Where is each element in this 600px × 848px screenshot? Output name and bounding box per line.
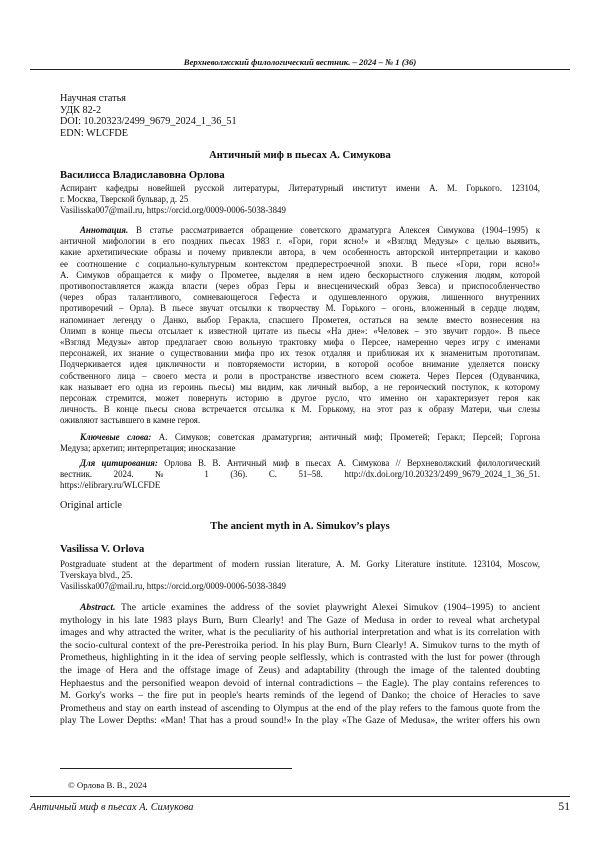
ru-abstract-line: напоминает легенду о Данко, выбор Геракла, спасшего Прометея, остаться на земле вместо вознесения на — [60, 314, 540, 325]
ru-abstract-line: А. Симуков обращается к мифу о Прометее, выделяя в нем идею бескорыстного служения людям, которой — [60, 269, 540, 280]
en-abstract-line: images and why attracted the writer, what is the peculiarity of his authorial interpretation and what is its correlation with — [60, 627, 540, 639]
page-number: 51 — [558, 800, 570, 813]
header-rule — [30, 69, 570, 70]
ru-keywords — [60, 432, 540, 454]
ru-abstract-line: ее соотношение с социально-культурным контекстом предперестроечной эпохи. В пьесе «Гори, гори ясно!» — [60, 258, 540, 269]
en-abstract-line: the socio-cultural context of the pre-Perestroika period. In his play Burn, Burn Clearly! A. Simukov turns to the myth of — [60, 639, 540, 651]
ru-abstract-line: противопоставляется жажда власти (через образ Геры и внесценический образ Зевса) и приспособленчество — [60, 281, 540, 292]
en-abstract-line: mythology in his late 1983 plays Burn, Burn Clearly! and The Gaze of Medusa in order to reveal what archetypal — [60, 614, 540, 626]
ru-abstract-line: (через образ талантливого, сомневающегося Гефеста и одушевленного оружия, лишенного внутренних — [60, 292, 540, 303]
ru-abstract-line: личность. В конце пьесы снова встречается отсылка к М. Горькому, на этот раз к образу Матери, чьи слезы — [60, 404, 540, 415]
udc-code: УДК 82-2 — [60, 104, 102, 116]
en-abstract-line: Hephaestus and the personified weapon devoid of internal contradictions – the Eagle). The play contains references to — [60, 677, 540, 689]
ru-citation-line: вестник. 2024. № 1 (36). С. 51–58. http://dx.doi.org/10.20323/2499_9679_2024_1_36_51. — [60, 469, 540, 480]
ru-affiliation — [60, 183, 540, 216]
running-header: Верхневолжский филологический вестник. – 2024 – № 1 (36) — [183, 57, 417, 67]
footer-running-title: Античный миф в пьесах А. Симукова — [30, 802, 194, 813]
doi: DOI: 10.20323/2499_9679_2024_1_36_51 — [60, 116, 237, 128]
ru-abstract-line: Подчеркивается идея цикличности и повторяемости истории, в которой особое внимание уделяется поиску — [60, 359, 540, 370]
en-abstract-label: Abstract. — [80, 602, 116, 613]
article-meta — [60, 93, 540, 139]
copyright-footnote: © Орлова В. В., 2024 — [68, 780, 147, 790]
ru-abstract-line: противоречий – Орла). В пьесе звучат отсылки к творчеству М. Горького – огонь, вложенный в сердце людям, — [60, 303, 540, 314]
ru-abstract-line: В статье рассматривается обращение советского драматурга Алексея Симукова (1904–1995) к — [135, 225, 541, 235]
en-title: The ancient myth in A. Simukov’s plays — [210, 521, 390, 532]
en-affiliation-line: Postgraduate student at the department of modern russian literature, A. M. Gorky Literature institute. 123104, Moscow, — [60, 559, 540, 569]
en-abstract-line: the image of Hera and the offstage image of Zeus) and adaptability (through the image of the talented doubting — [60, 664, 540, 676]
en-affiliation — [60, 559, 540, 592]
ru-abstract — [60, 225, 540, 427]
ru-abstract-line: собственного лица – своего места и роли в пространстве известного всем сюжета. Через Персея (Одуванчика, — [60, 370, 540, 381]
ru-abstract-line: персонаж стремится, может повернуть историю в другое русло, что именно он характеризует героя как — [60, 393, 540, 404]
footer-rule — [30, 796, 570, 797]
en-affiliation-contacts: Vasilisska007@mail.ru, https://orcid.org/0009-0006-5038-3849 — [60, 580, 286, 591]
ru-affiliation-line: г. Москва, Тверской бульвар, д. 25 — [60, 193, 189, 204]
footnote-rule — [60, 768, 292, 769]
ru-affiliation-contacts: Vasilisska007@mail.ru, https://orcid.org/0009-0006-5038-3849 — [60, 204, 286, 215]
en-abstract-line: M. Gorky's works – the fire put in people's hearts reminds of the legend of Danko; the choice of Heracles to save — [60, 690, 540, 702]
ru-citation-line: Орлова В. В. Античный миф в пьесах А. Симукова // Верхневолжский филологический — [164, 458, 541, 468]
ru-citation-label: Для цитирования: — [80, 458, 158, 468]
en-abstract-line: The article examines the address of the soviet playwright Alexei Simukov (1904–1995) to ancient — [121, 602, 540, 613]
ru-keywords-line: Медуза; архетип; интерпретация; иносказание — [60, 443, 236, 454]
ru-abstract-line: «Взгляд Медузы» автор предлагает свою вольную трактовку мифа о Персее, намеренно через игру с именами — [60, 337, 540, 348]
en-abstract-line: play The Lower Depths: «Man! That has a proud sound!» In the play «The Gaze of Medusa», the writer offers his own — [60, 715, 540, 727]
ru-abstract-label: Аннотация. — [80, 225, 129, 235]
ru-abstract-line: персонажей, их знание о существовании мифа про их тезок отдаляя и приближая их к знаменитым прототипам. — [60, 348, 540, 359]
ru-author: Василисса Владиславовна Орлова — [60, 170, 225, 181]
en-article-type: Original article — [60, 500, 122, 511]
ru-title: Античный миф в пьесах А. Симукова — [209, 150, 391, 161]
ru-keywords-label: Ключевые слова: — [80, 432, 152, 442]
article-type: Научная статья — [60, 93, 126, 104]
en-affiliation-line: Tverskaya blvd., 25. — [60, 569, 133, 580]
en-abstract-line: Prometheus, highlighting in it the idea of serving people selflessly, which is contrasted with the lust for power (through — [60, 652, 540, 664]
ru-citation-link[interactable]: https://elibrary.ru/WLCFDE — [60, 480, 161, 491]
en-abstract-line: Prometheus and stay on earth instead of ascending to Olympus at the end of the play refers to the famous quote from the — [60, 702, 540, 714]
ru-abstract-line: как называет его одна из героинь пьесы) мы видим, как личный выбор, а не героический поступок, к которому — [60, 381, 540, 392]
ru-abstract-line: античной мифологии в его поздних пьесах 1983 г. «Гори, гори ясно!» и «Взгляд Медузы» с целью выявить, — [60, 236, 540, 247]
en-abstract — [60, 602, 540, 728]
ru-keywords-line: А. Симуков; советская драматургия; античный миф; Прометей; Геракл; Персей; Горгона — [158, 432, 541, 442]
ru-abstract-line: Олимп в конце пьесы отсылает к известной цитате из пьесы «На дне»: «Человек – это звучит гордо». В пьесе — [60, 325, 540, 336]
edn: EDN: WLCFDE — [60, 127, 129, 139]
ru-abstract-line: оживляют застывшего в камне героя. — [60, 415, 201, 426]
ru-affiliation-line: Аспирант кафедры новейшей русской литературы, Литературный институт имени А. М. Горького. 123104, — [60, 183, 540, 193]
en-author: Vasilissa V. Orlova — [60, 544, 145, 555]
ru-abstract-line: какие архетипические образы и почему привлекли автора, в чем особенность авторской интерпретации и каково — [60, 247, 540, 258]
ru-citation — [60, 458, 540, 492]
